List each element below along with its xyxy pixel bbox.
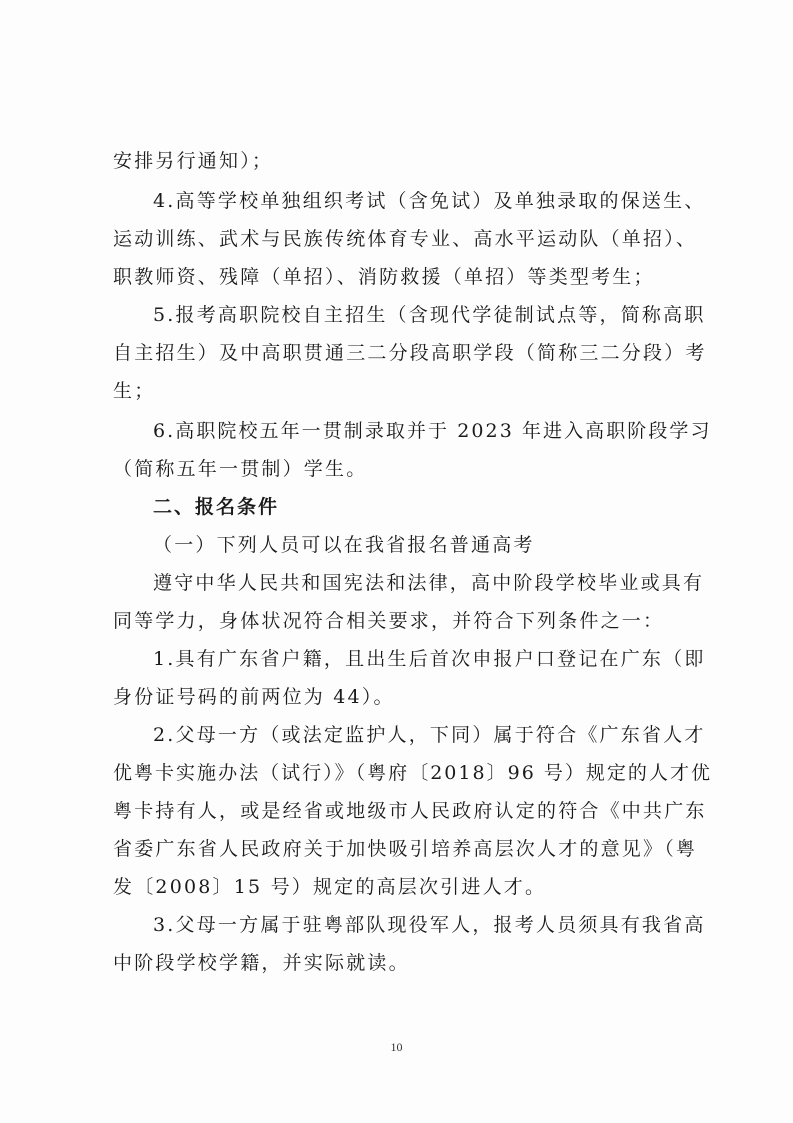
text-line: 遵守中华人民共和国宪法和法律，高中阶段学校毕业或具有 <box>153 572 705 594</box>
text-line: 省委广东省人民政府关于加快吸引培养高层次人才的意见》（粤 <box>113 838 698 860</box>
text-line: 安排另行通知）； <box>113 150 274 172</box>
text-line: 同等学力，身体状况符合相关要求，并符合下列条件之一： <box>113 610 665 632</box>
text-line: 6.高职院校五年一贯制录取并于 2023 年进入高职阶段学习 <box>153 420 712 442</box>
text-line: （简称五年一贯制）学生。 <box>113 458 368 480</box>
text-line: 自主招生）及中高职贯通三二分段高职学段（简称三二分段）考 <box>113 342 707 364</box>
text-line: 运动训练、武术与民族传统体育专业、高水平运动队（单招）、 <box>113 228 698 250</box>
text-line: 3.父母一方属于驻粤部队现役军人，报考人员须具有我省高 <box>153 914 706 936</box>
page-number: 10 <box>390 1040 403 1054</box>
text-line: 粤卡持有人，或是经省或地级市人民政府认定的符合《中共广东 <box>113 800 707 822</box>
text-line: 1.具有广东省户籍，且出生后首次申报户口登记在广东（即 <box>153 648 706 670</box>
text-line: 发〔2008〕15 号）规定的高层次引进人才。 <box>113 876 547 898</box>
text-line: 生； <box>113 380 156 402</box>
text-line: 优粤卡实施办法（试行）》（粤府〔2018〕96 号）规定的人才优 <box>113 762 712 784</box>
section-heading: 二、报名条件 <box>153 496 280 518</box>
text-line: 4.高等学校单独组织考试（含免试）及单独录取的保送生、 <box>153 190 706 212</box>
text-line: 中阶段学校学籍，并实际就读。 <box>113 952 410 974</box>
text-line: 职教师资、残障（单招）、消防救援（单招）等类型考生； <box>113 266 655 288</box>
text-line: 2.父母一方（或法定监护人，下同）属于符合《广东省人才 <box>153 724 706 746</box>
text-line: 5.报考高职院校自主招生（含现代学徒制试点等，简称高职 <box>153 304 706 326</box>
subsection-heading: （一）下列人员可以在我省报名普通高考 <box>153 534 535 556</box>
text-line: 身份证号码的前两位为 44）。 <box>113 686 395 708</box>
